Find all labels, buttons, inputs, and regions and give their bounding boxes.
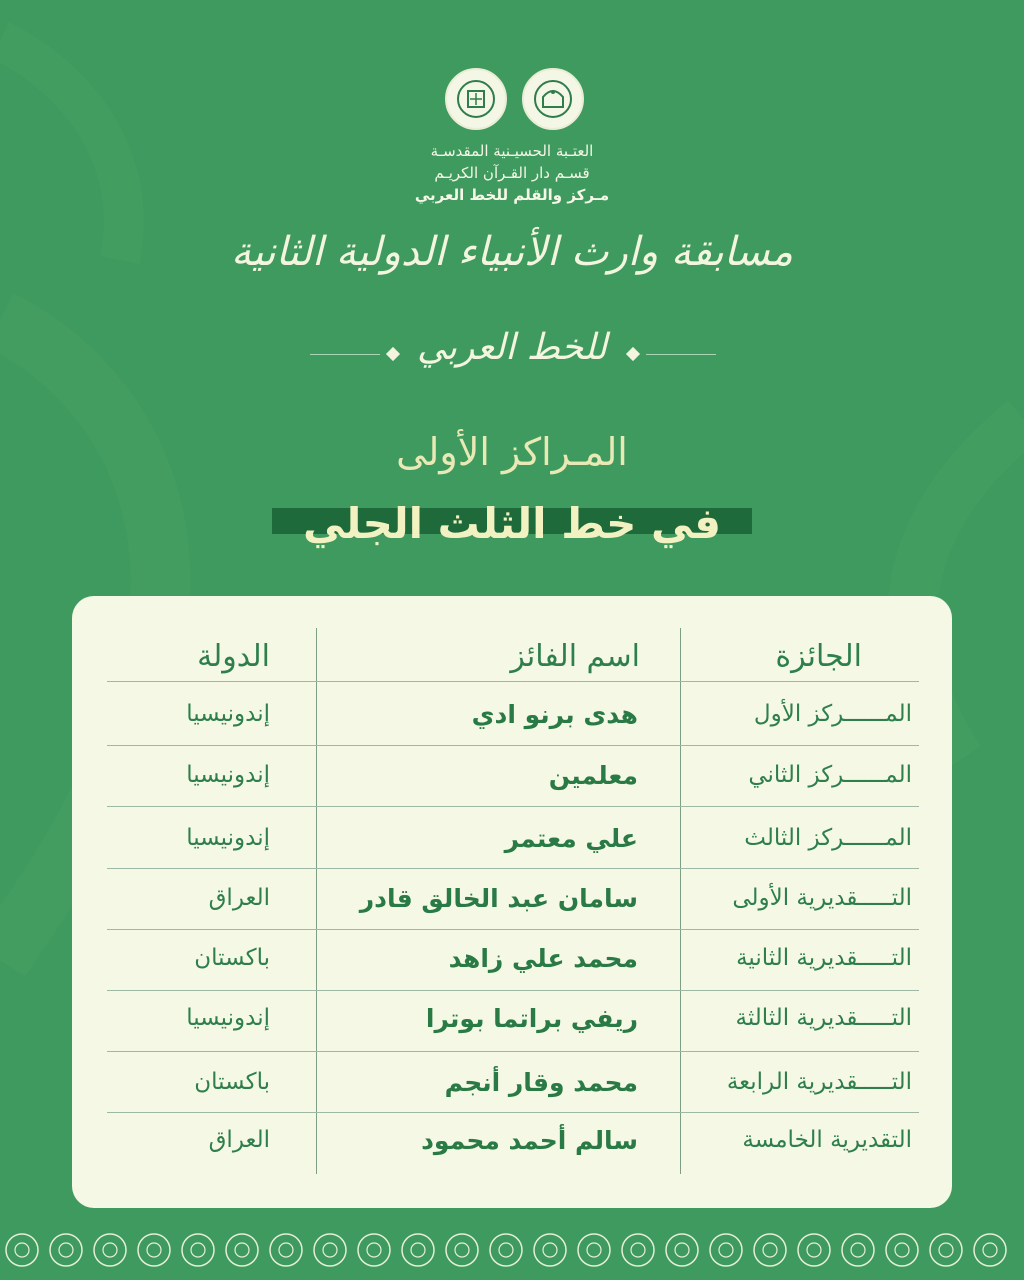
ornamental-border bbox=[0, 1222, 1024, 1280]
country-cell: إندونيسيا bbox=[186, 825, 270, 851]
org-line-2: قسـم دار القـرآن الكريـم bbox=[434, 164, 590, 182]
ornament-swirl-inner bbox=[587, 1243, 601, 1257]
winner-name-cell: سالم أحمد محمود bbox=[421, 1125, 638, 1155]
prize-cell: التـــــقديرية الثالثة bbox=[735, 1005, 912, 1031]
ornament-swirl bbox=[754, 1234, 786, 1266]
first-places-heading: المـراكز الأولى bbox=[396, 430, 628, 474]
ornament-swirl-inner bbox=[279, 1243, 293, 1257]
ornament-swirl-inner bbox=[763, 1243, 777, 1257]
winner-name-cell: معلمين bbox=[548, 760, 638, 790]
ornament-swirl bbox=[270, 1234, 302, 1266]
competition-title: مسابقة وارث الأنبياء الدولية الثانية bbox=[230, 229, 794, 275]
competition-subtitle: للخط العربي bbox=[417, 327, 607, 368]
ornament-swirl bbox=[930, 1234, 962, 1266]
ornament-swirl bbox=[402, 1234, 434, 1266]
ornament-swirl-inner bbox=[719, 1243, 733, 1257]
ornament-swirl-inner bbox=[499, 1243, 513, 1257]
ornament-swirl bbox=[842, 1234, 874, 1266]
org-line-1: العتـبة الحسيـنية المقدسـة bbox=[430, 142, 594, 160]
ornament-swirl-inner bbox=[411, 1243, 425, 1257]
header-country: الدولة bbox=[197, 638, 270, 674]
script-category-title: في خط الثلث الجلي bbox=[302, 499, 722, 548]
winner-name-cell: هدى برنو ادي bbox=[471, 699, 638, 729]
ornament-swirl bbox=[490, 1234, 522, 1266]
ornament-swirl bbox=[6, 1234, 38, 1266]
column-divider bbox=[316, 628, 317, 1174]
ornament-swirl bbox=[138, 1234, 170, 1266]
ornament-swirl-inner bbox=[983, 1243, 997, 1257]
ornament-swirl-inner bbox=[543, 1243, 557, 1257]
org-line-3: مـركز والقلم للخط العربي bbox=[414, 186, 610, 204]
ornament-swirl-inner bbox=[851, 1243, 865, 1257]
prize-cell: المــــــركز الثاني bbox=[748, 762, 912, 788]
ornament-swirl bbox=[226, 1234, 258, 1266]
divider-right bbox=[646, 354, 716, 355]
ornament-swirl bbox=[446, 1234, 478, 1266]
winner-name-cell: محمد وقار أنجم bbox=[444, 1067, 638, 1097]
country-cell: العراق bbox=[208, 1127, 270, 1153]
ornament-swirl bbox=[578, 1234, 610, 1266]
prize-cell: التقديرية الخامسة bbox=[742, 1127, 912, 1153]
ornament-swirl bbox=[358, 1234, 390, 1266]
winner-name-cell: ريفي براتما بوترا bbox=[425, 1003, 638, 1033]
organization-lines bbox=[0, 140, 1024, 206]
ornament-swirl bbox=[94, 1234, 126, 1266]
prize-cell: التـــــقديرية الأولى bbox=[732, 885, 912, 911]
ornament-swirl bbox=[534, 1234, 566, 1266]
ornament-swirl bbox=[622, 1234, 654, 1266]
header-prize: الجائزة bbox=[775, 638, 862, 674]
ornament-swirl bbox=[974, 1234, 1006, 1266]
ornament-swirl bbox=[182, 1234, 214, 1266]
country-cell: إندونيسيا bbox=[186, 762, 270, 788]
holy-shrine-logo bbox=[445, 68, 507, 130]
ornament-swirl bbox=[666, 1234, 698, 1266]
winner-name-cell: محمد علي زاهد bbox=[448, 943, 638, 973]
prize-cell: المــــــركز الثالث bbox=[744, 825, 912, 851]
ornament-swirl-inner bbox=[103, 1243, 117, 1257]
ornament-swirl-inner bbox=[323, 1243, 337, 1257]
ornament-swirl bbox=[50, 1234, 82, 1266]
country-cell: إندونيسيا bbox=[186, 701, 270, 727]
ornament-swirl-inner bbox=[147, 1243, 161, 1257]
ornament-swirl bbox=[798, 1234, 830, 1266]
ornament-swirl-inner bbox=[895, 1243, 909, 1257]
ornament-swirl-inner bbox=[455, 1243, 469, 1257]
ornament-swirl-inner bbox=[807, 1243, 821, 1257]
ornament-swirl-inner bbox=[367, 1243, 381, 1257]
ornament-swirl bbox=[886, 1234, 918, 1266]
logo-group bbox=[0, 68, 1024, 132]
country-cell: العراق bbox=[208, 885, 270, 911]
ornament-swirl bbox=[314, 1234, 346, 1266]
prize-cell: التـــــقديرية الرابعة bbox=[726, 1069, 912, 1095]
prize-cell: التـــــقديرية الثانية bbox=[736, 945, 912, 971]
ornament-swirl-inner bbox=[59, 1243, 73, 1257]
row-divider bbox=[107, 806, 919, 807]
ornament-swirl-inner bbox=[675, 1243, 689, 1257]
country-cell: باكستان bbox=[194, 945, 270, 971]
ornament-swirl-inner bbox=[939, 1243, 953, 1257]
emblem-icon bbox=[456, 79, 496, 119]
country-cell: باكستان bbox=[194, 1069, 270, 1095]
dar-quran-logo bbox=[522, 68, 584, 130]
column-divider bbox=[680, 628, 681, 1174]
ornament-swirl-inner bbox=[631, 1243, 645, 1257]
ornament-swirl-inner bbox=[15, 1243, 29, 1257]
ornament-swirl-inner bbox=[191, 1243, 205, 1257]
mosque-icon bbox=[533, 79, 573, 119]
header-name: اسم الفائز bbox=[510, 638, 640, 674]
ornament-swirl-inner bbox=[235, 1243, 249, 1257]
winner-name-cell: علي معتمر bbox=[504, 823, 638, 853]
prize-cell: المــــــركز الأول bbox=[753, 701, 912, 727]
winner-name-cell: سامان عبد الخالق قادر bbox=[359, 883, 638, 913]
ornament-swirl bbox=[710, 1234, 742, 1266]
country-cell: إندونيسيا bbox=[186, 1005, 270, 1031]
